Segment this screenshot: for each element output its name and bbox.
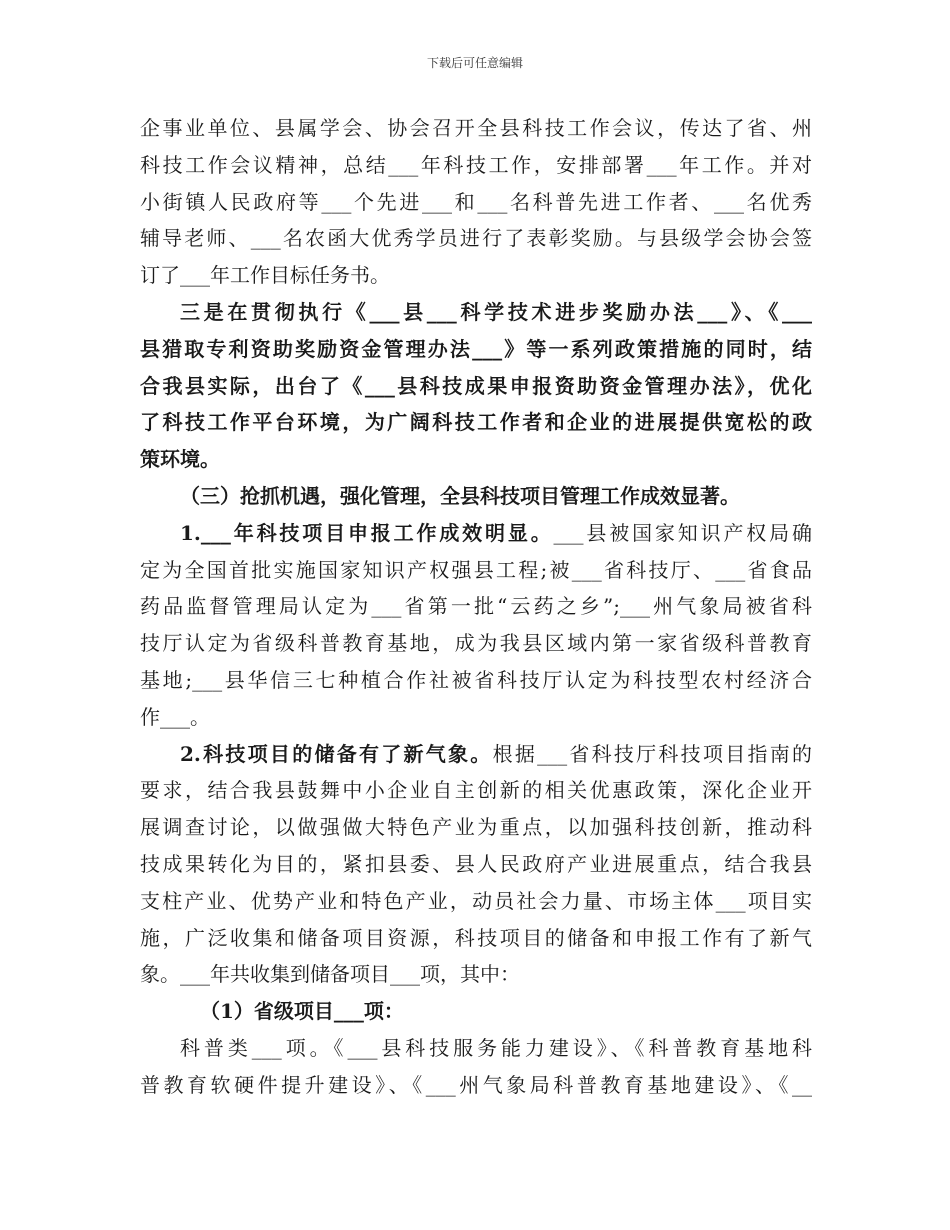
paragraph-item-1 bbox=[140, 515, 812, 736]
text-line: 订了___年工作目标任务书。 bbox=[140, 263, 390, 288]
text-line: 合我县实际，出台了《___县科技成果申报资助资金管理办法》，优化 bbox=[140, 373, 812, 398]
text-line: 小街镇人民政府等___个先进___和___名科普先进工作者、___名优秀 bbox=[140, 189, 812, 214]
text-line bbox=[140, 736, 812, 773]
text-line: 定为全国首批实施国家知识产权强县工程;被___省科技厅、___省食品 bbox=[140, 557, 812, 582]
item-lead: 1.___年科技项目申报工作成效明显。 bbox=[180, 520, 554, 545]
sub-heading bbox=[140, 993, 812, 1030]
text-line: 企事业单位、县属学会、协会召开全县科技工作会议，传达了省、州 bbox=[140, 116, 812, 140]
text-line: 辅导老师、___名农函大优秀学员进行了表彰奖励。与县级学会协会签 bbox=[140, 226, 812, 251]
text-line: 三是在贯彻执行《___县___科学技术进步奖励办法___》、《___ bbox=[180, 299, 812, 324]
text-line: 药品监督管理局认定为___省第一批“云药之乡”;___州气象局被省科 bbox=[140, 594, 812, 619]
text-line: 技成果转化为目的，紧扣县委、县人民政府产业进展重点，结合我县 bbox=[140, 851, 812, 876]
document-body bbox=[140, 110, 812, 1104]
paragraph-item-2 bbox=[140, 736, 812, 994]
text-line: （三）抢抓机遇，强化管理，全县科技项目管理工作成效显著。 bbox=[180, 483, 740, 508]
text-line: （1）省级项目___项： bbox=[200, 999, 404, 1024]
text-line: 了科技工作平台环境，为广阔科技工作者和企业的进展提供宽松的政 bbox=[140, 410, 812, 435]
text-line: 科普类___项。《___县科技服务能力建设》、《科普教育基地科 bbox=[180, 1035, 812, 1060]
paragraph-policy bbox=[140, 294, 812, 478]
item-lead: 2.科技项目的储备有了新气象。 bbox=[180, 741, 493, 766]
text-line: 展调查讨论，以做强做大特色产业为重点，以加强科技创新，推动科 bbox=[140, 815, 812, 840]
text-line: 普教育软硬件提升建设》、《___州气象局科普教育基地建设》、《__ bbox=[140, 1072, 812, 1097]
section-heading bbox=[140, 478, 812, 515]
paragraph-science-popularization bbox=[140, 1030, 812, 1104]
text-line: 支柱产业、优势产业和特色产业，动员社会力量、市场主体___项目实 bbox=[140, 888, 812, 913]
item-text: 根据___省科技厅科技项目指南的 bbox=[492, 741, 812, 766]
text-line: 科技工作会议精神，总结___年科技工作，安排部署___年工作。并对 bbox=[140, 152, 812, 177]
text-line: 县猎取专利资助奖励资金管理办法___》等一系列政策措施的同时，结 bbox=[140, 336, 812, 361]
text-line: 技厅认定为省级科普教育基地，成为我县区域内第一家省级科普教育 bbox=[140, 631, 812, 656]
paragraph bbox=[140, 110, 812, 294]
text-line: 基地;___县华信三七种植合作社被省科技厅认定为科技型农村经济合 bbox=[140, 667, 812, 692]
text-line: 策环境。 bbox=[140, 447, 220, 472]
page-header-note: 下载后可任意编辑 bbox=[426, 56, 523, 70]
item-text: ___县被国家知识产权局确 bbox=[553, 520, 812, 545]
text-line: 作___。 bbox=[140, 704, 210, 729]
text-line: 象。___年共收集到储备项目___项，其中： bbox=[140, 962, 520, 987]
text-line bbox=[140, 515, 812, 552]
text-line: 要求，结合我县鼓舞中小企业自主创新的相关优惠政策，深化企业开 bbox=[140, 778, 812, 803]
text-line: 施，广泛收集和储备项目资源，科技项目的储备和申报工作有了新气 bbox=[140, 925, 812, 950]
